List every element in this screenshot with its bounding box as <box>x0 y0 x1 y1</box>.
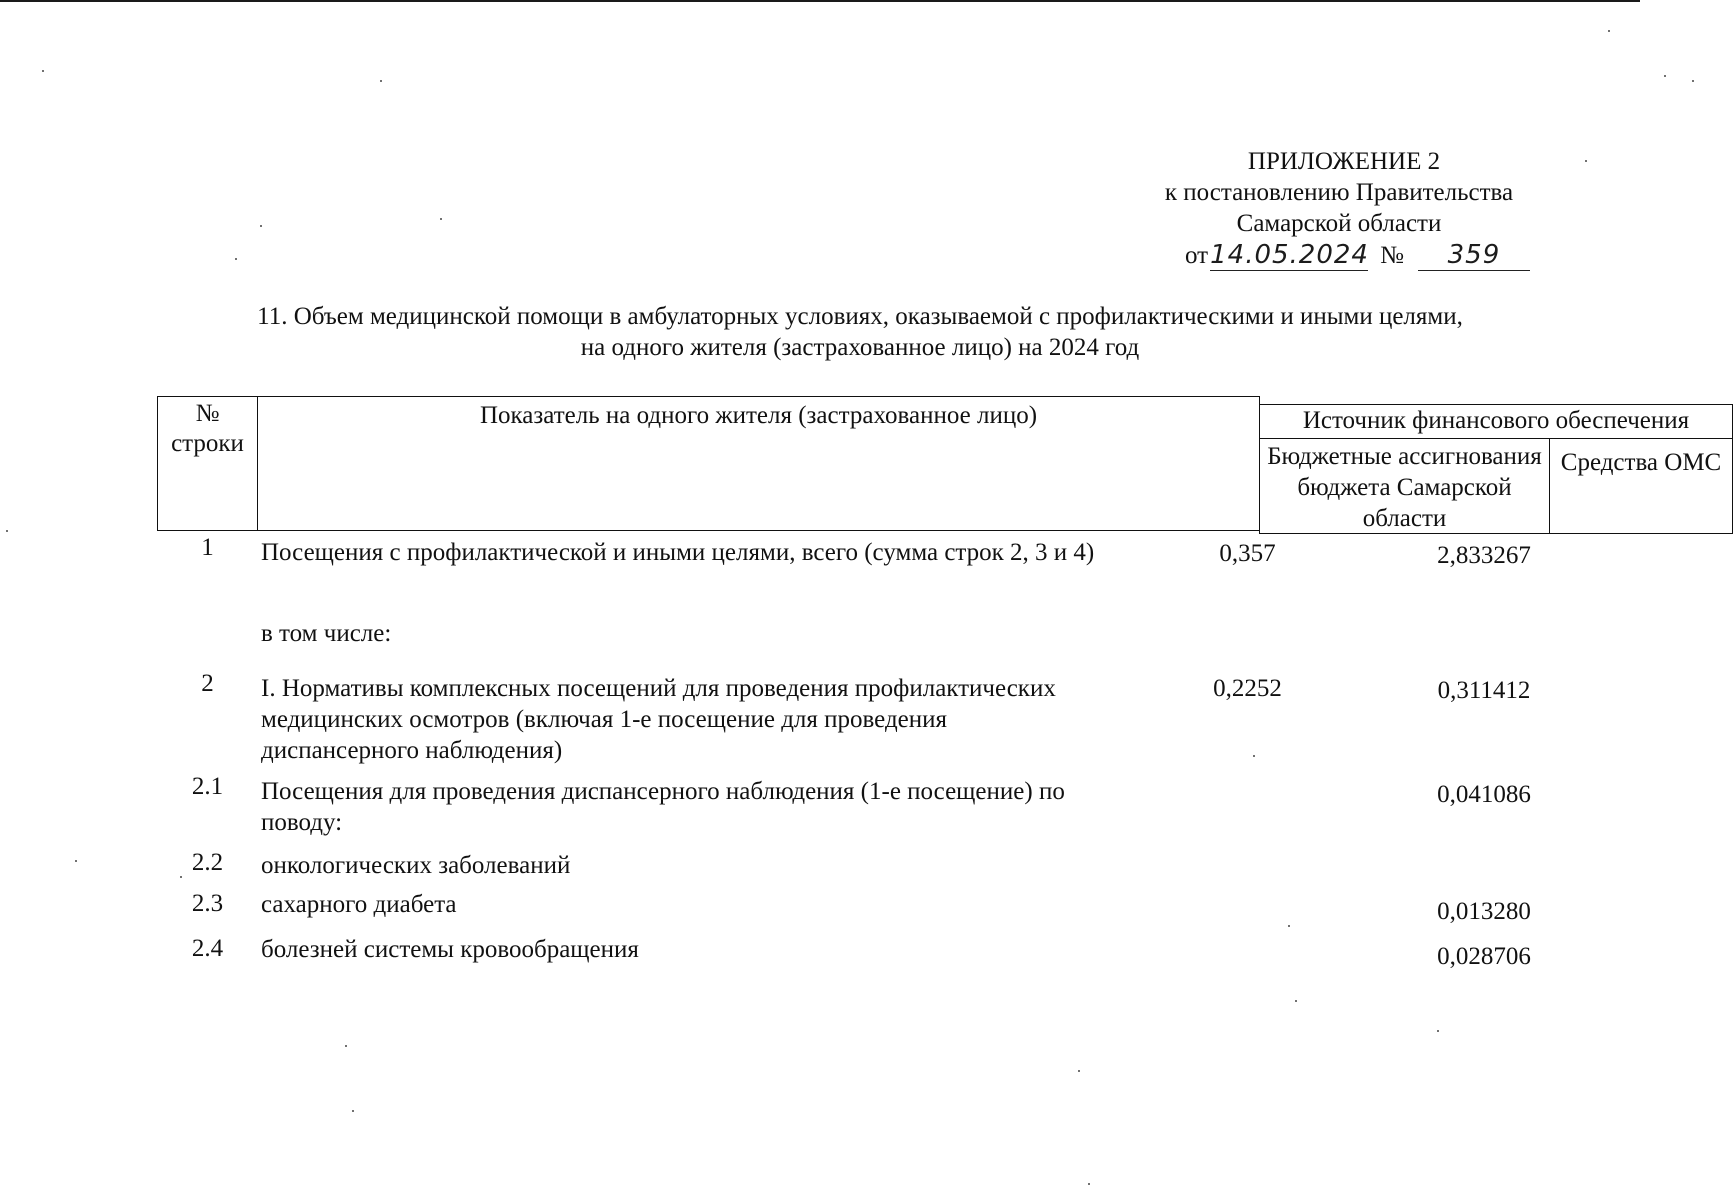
scan-speck <box>1692 80 1694 82</box>
section-heading-line-2: на одного жителя (застрахованное лицо) на 2024 год <box>580 334 1140 361</box>
header-indicator: Показатель на одного жителя (застрахованное лицо) <box>257 396 1260 531</box>
handwritten-number: 359 <box>1418 240 1530 271</box>
annex-title: ПРИЛОЖЕНИЕ 2 <box>1247 148 1441 175</box>
header-funding-source: Источник финансового обеспечения <box>1259 404 1733 439</box>
scan-speck <box>1585 160 1587 162</box>
row-indicator: сахарного диабета <box>261 891 457 918</box>
handwritten-date: 14.05.2024 <box>1210 240 1369 270</box>
scan-speck <box>1664 75 1666 77</box>
scan-speck <box>1608 30 1610 32</box>
row-oms-value: 0,013280 <box>1437 898 1531 925</box>
section-heading <box>130 301 1590 363</box>
annex-date-number <box>1185 240 1530 271</box>
scan-speck <box>440 218 442 220</box>
row-oms-value: 2,833267 <box>1437 542 1531 569</box>
row-number: 1 <box>201 534 214 561</box>
row-indicator: в том числе: <box>261 620 392 647</box>
scan-speck <box>42 70 44 72</box>
row-indicator: болезней системы кровообращения <box>261 936 639 963</box>
row-budget-value: 0,357 <box>1219 540 1276 567</box>
row-oms-value: 0,311412 <box>1437 677 1531 704</box>
annex-header <box>1119 146 1559 239</box>
scan-speck <box>1437 1030 1439 1032</box>
scan-speck <box>235 258 237 260</box>
number-sign: № <box>1380 242 1404 269</box>
header-row-number: № строки <box>157 396 258 531</box>
scan-top-edge <box>0 0 1640 2</box>
scan-speck <box>6 530 8 532</box>
annex-line-resolution: к постановлению Правительства <box>1164 179 1514 206</box>
scan-speck <box>1288 925 1290 927</box>
table-header <box>157 396 1722 537</box>
row-indicator: I. Нормативы комплексных посещений для проведения профилактических медицинских осмотров (включая 1-е посещение для проведения диспансерного наблюдения) <box>261 675 1056 764</box>
row-number: 2.4 <box>191 935 224 962</box>
scan-speck <box>1295 1000 1297 1002</box>
row-number: 2.1 <box>191 773 224 800</box>
row-number: 2.3 <box>191 890 224 917</box>
date-prefix: от <box>1185 242 1209 269</box>
header-budget: Бюджетные ассигнования бюджета Самарской области <box>1259 438 1550 534</box>
scan-speck <box>260 225 262 227</box>
scan-speck <box>345 1045 347 1047</box>
scan-speck <box>1078 1070 1080 1072</box>
row-budget-value: 0,2252 <box>1213 675 1282 702</box>
row-indicator: Посещения с профилактической и иными целями, всего (сумма строк 2, 3 и 4) <box>261 539 1095 566</box>
annex-line-region: Самарской области <box>1236 210 1442 237</box>
scan-speck <box>352 1110 354 1112</box>
scan-speck <box>380 80 382 82</box>
row-number: 2 <box>201 670 214 697</box>
row-oms-value: 0,028706 <box>1437 943 1531 970</box>
row-number: 2.2 <box>191 849 224 876</box>
section-heading-line-1: 11. Объем медицинской помощи в амбулаторных условиях, оказываемой с профилактическими и иными целями, <box>257 303 1463 330</box>
header-oms: Средства ОМС <box>1549 438 1733 534</box>
row-oms-value: 0,041086 <box>1437 781 1531 808</box>
scan-speck <box>1088 1183 1090 1185</box>
scan-speck <box>1253 755 1255 757</box>
scan-speck <box>75 860 77 862</box>
row-indicator: Посещения для проведения диспансерного наблюдения (1-е посещение) по поводу: <box>261 778 1065 836</box>
row-indicator: онкологических заболеваний <box>261 852 571 879</box>
